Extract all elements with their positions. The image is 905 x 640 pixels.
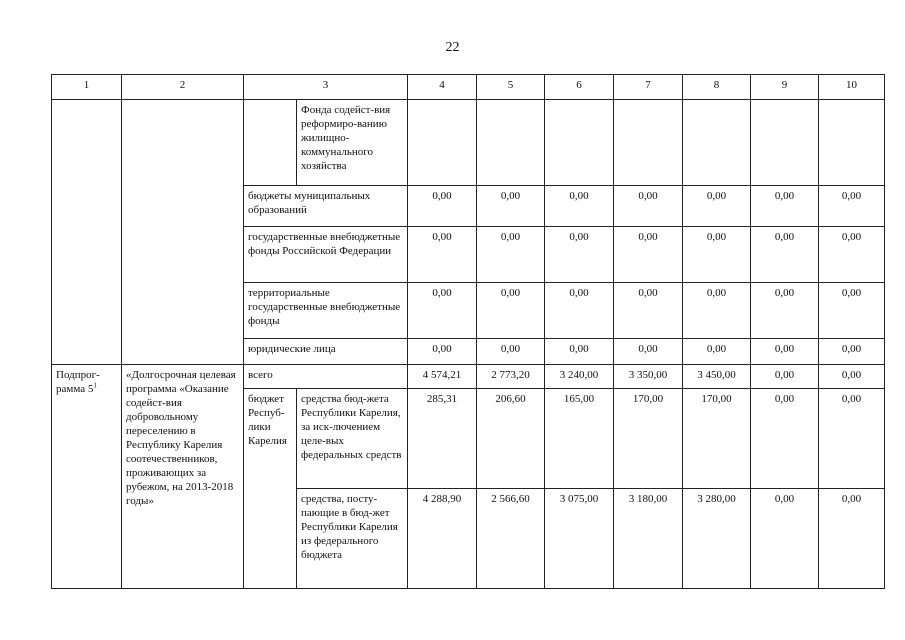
value-cell: 0,00 [545,227,614,283]
value-cell: 0,00 [819,389,885,489]
value-cell: 3 450,00 [683,365,751,389]
value-cell: 0,00 [683,186,751,227]
budget-table [51,74,885,589]
value-cell: 2 773,20 [477,365,545,389]
value-cell: 206,60 [477,389,545,489]
value-cell: 0,00 [751,227,819,283]
header-cell: 4 [408,75,477,100]
empty-cell [244,100,297,186]
header-row [52,75,885,100]
value-cell: 0,00 [819,365,885,389]
value-cell: 0,00 [751,389,819,489]
value-cell: 3 280,00 [683,489,751,589]
header-cell: 7 [614,75,683,100]
value-cell: 0,00 [614,186,683,227]
value-cell: 0,00 [683,339,751,365]
source-label: юридические лица [244,339,408,365]
value-cell: 0,00 [477,339,545,365]
value-cell: 0,00 [614,227,683,283]
value-cell: 0,00 [545,186,614,227]
value-cell: 0,00 [683,227,751,283]
value-cell: 3 240,00 [545,365,614,389]
value-cell: 0,00 [614,283,683,339]
value-cell: 3 350,00 [614,365,683,389]
value-cell: 3 180,00 [614,489,683,589]
value-cell: 0,00 [819,283,885,339]
value-cell: 0,00 [477,227,545,283]
value-cell: 0,00 [751,186,819,227]
value-cell: 0,00 [545,339,614,365]
header-cell: 10 [819,75,885,100]
continued-name-cell [122,100,244,365]
subprogram-name: «Долгосрочная целевая программа «Оказание содейст-вия добровольному переселению в Республику Карелия соотечественников, проживающих за рубежом, на 2013-2018 годы» [122,365,244,589]
source-label: средства бюд-жета Республики Карелия, за иск-лючением целе-вых федеральных средств [297,389,408,489]
value-cell: 0,00 [614,339,683,365]
source-label: всего [244,365,408,389]
value-cell: 0,00 [477,186,545,227]
header-cell: 6 [545,75,614,100]
header-cell: 1 [52,75,122,100]
value-cell: 0,00 [683,283,751,339]
value-cell: 4 288,90 [408,489,477,589]
value-cell: 285,31 [408,389,477,489]
continued-code-cell [52,100,122,365]
value-cell: 0,00 [408,283,477,339]
value-cell: 0,00 [751,489,819,589]
source-label: территориальные государственные внебюджетные фонды [244,283,408,339]
header-cell: 8 [683,75,751,100]
source-label: бюджеты муниципальных образований [244,186,408,227]
value-cell: 0,00 [408,227,477,283]
value-cell: 170,00 [683,389,751,489]
value-cell: 0,00 [819,339,885,365]
value-cell: 0,00 [819,227,885,283]
header-cell: 2 [122,75,244,100]
source-label: средства, посту-пающие в бюд-жет Республики Карелия из федерального бюджета [297,489,408,589]
source-label: государственные внебюджетные фонды Российской Федерации [244,227,408,283]
value-cell: 0,00 [751,365,819,389]
source-label: Фонда содейст-вия реформиро-ванию жилищно-коммунального хозяйства [297,100,408,186]
header-cell: 5 [477,75,545,100]
budget-label: бюджет Респуб-лики Карелия [244,389,297,589]
subprogram-code [52,365,122,589]
table-row [52,100,885,186]
value-cell: 0,00 [819,186,885,227]
value-cell: 3 075,00 [545,489,614,589]
value-cell: 0,00 [751,339,819,365]
value-cell: 165,00 [545,389,614,489]
page-number: 22 [445,40,460,55]
value-cell: 0,00 [408,339,477,365]
value-cell: 2 566,60 [477,489,545,589]
value-cell: 0,00 [545,283,614,339]
value-cell: 0,00 [477,283,545,339]
value-cell: 0,00 [751,283,819,339]
value-cell: 0,00 [819,489,885,589]
table-row [52,365,885,389]
header-cell: 9 [751,75,819,100]
subprogram-code-sup: 1 [93,381,97,390]
value-cell: 170,00 [614,389,683,489]
header-cell: 3 [244,75,408,100]
value-cell: 0,00 [408,186,477,227]
subprogram-code-text: Подпрог-рамма 5 [56,369,100,395]
value-cell: 4 574,21 [408,365,477,389]
